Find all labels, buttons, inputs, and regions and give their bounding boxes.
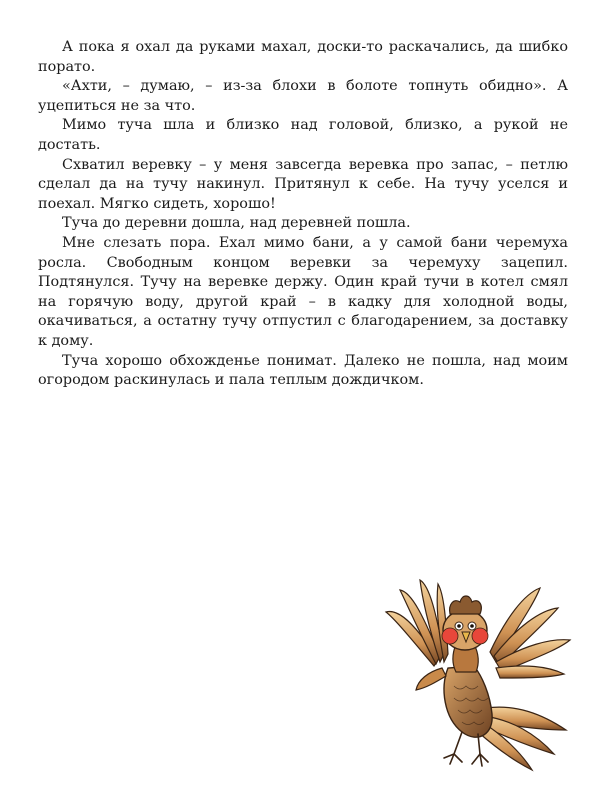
paragraph: Схватил веревку – у меня завсегда веревка про запас, – петлю сделал да на тучу накинул. Притянул к себе. На тучу уселся и поехал. Мягко сидеть, хорошо! (38, 156, 568, 212)
left-cheek (442, 628, 458, 644)
bird-body (444, 666, 492, 737)
paragraph: Туча хорошо обхожденье понимат. Далеко не пошла, над моим огородом раскинулась и пала теплым дождичком. (38, 352, 568, 389)
paragraph: Туча до деревни дошла, над деревней пошла. (62, 215, 411, 232)
story-text (38, 38, 568, 391)
legs (444, 732, 488, 766)
paragraph: Мимо туча шла и близко над головой, близко, а рукой не достать. (38, 117, 568, 153)
right-wing (490, 588, 570, 678)
paragraph: А пока я охал да руками махал, доски-то раскачались, да шибко порато. (38, 39, 568, 75)
left-wing (386, 580, 448, 666)
paragraph: «Ахти, – думаю, – из-за блохи в болоте топнуть обидно». А уцепиться не за что. (38, 78, 568, 114)
right-cheek (472, 628, 488, 644)
folk-bird-illustration (378, 568, 578, 778)
paragraph: Мне слезать пора. Ехал мимо бани, а у самой бани черемуха росла. Свободным концом веревки за черемуху зацепил. Подтянулся. Тучу на веревке держу. Один край тучи в котел смял на горячую воду, другой край – в кадку для холодной воды, окачиваться, а остатну тучу отпустил с благодарением, за доставку к дому. (38, 234, 568, 349)
